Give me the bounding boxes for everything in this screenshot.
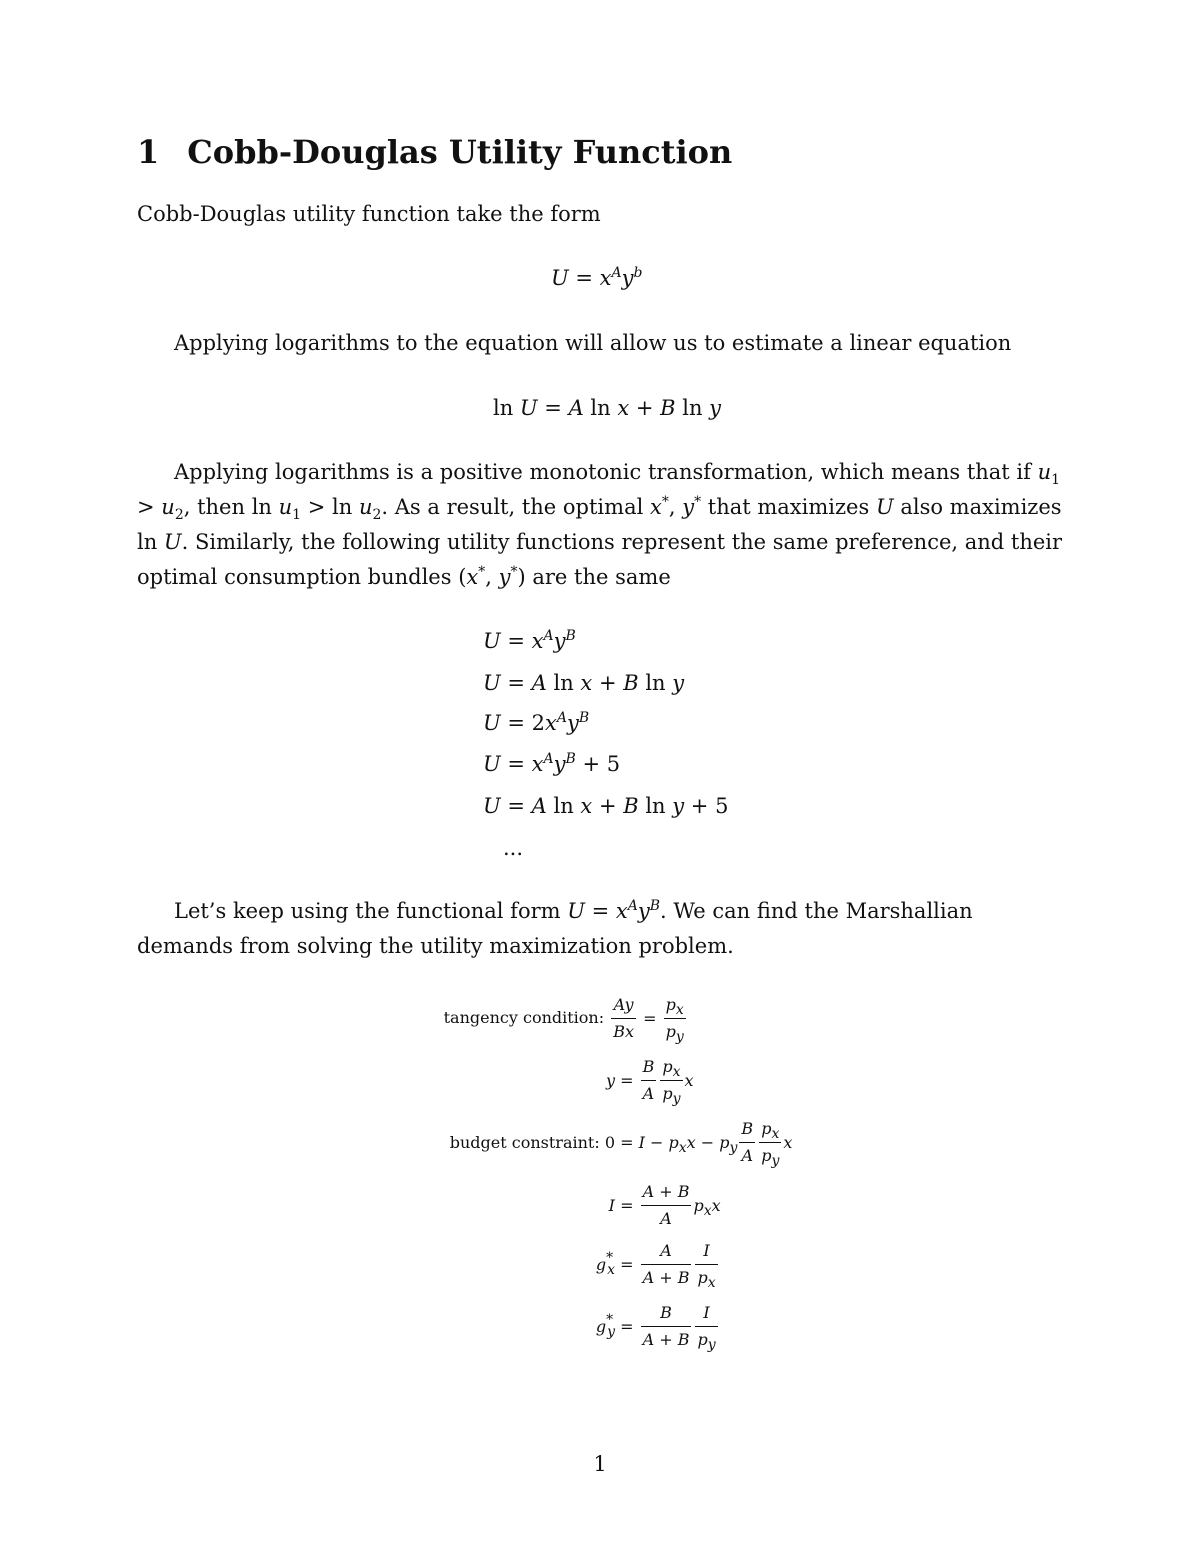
marshallian-paragraph: Let’s keep using the functional form $U = x^Ay^B$. We can find the Marshallian demands from solving the utility maximization problem. [137, 898, 973, 958]
section-heading [137, 133, 732, 171]
equation-cobb-douglas: $U = x^Ay^b$ [551, 265, 643, 290]
equivalent-utility-ellipsis: ... [503, 836, 524, 860]
equivalent-utility-5: U = A ln x + B ln y + 5 [483, 794, 729, 818]
equivalent-utility-1: $U = x^Ay^B$ [483, 628, 576, 653]
log-intro-paragraph: Applying logarithms to the equation will allow us to estimate a linear equation [174, 331, 1012, 355]
equivalent-utility-2: U = A ln x + B ln y [483, 671, 685, 695]
equivalent-utility-3: $U = 2x^Ay^B$ [483, 710, 590, 735]
monotonic-paragraph: Applying logarithms is a positive monotonic transformation, which means that if $u_1 > u_2$, then $\ln u_1 > \ln u_2$. As a result, the optimal x*, y* that maximizes U also maximizes ln U. Similarly, the following utility functions represent the same preference, and their optimal consumption bundles (x*, y*) are the same [137, 460, 1063, 589]
derivation-tangency: tangency condition: $\frac{Ay}{Bx}$ = $\frac{p_x}{p_y}$ [443, 994, 684, 1045]
intro-paragraph: Cobb-Douglas utility function take the form [137, 202, 601, 226]
derivation-income: I = $\frac{A + B}{A}$ $p_xx$ [300, 1174, 721, 1236]
section-title: Cobb-Douglas Utility Function [187, 133, 733, 171]
derivation-demand-x: $g_{*x}$ = $\frac{A}{A + B}$ $\frac{I}{p_x}$ [595, 1240, 716, 1291]
tangency-label: tangency condition: [443, 1007, 605, 1027]
equation-log-linear: ln U = A ln x + B ln y [493, 396, 722, 420]
budget-label: budget constraint: [449, 1132, 600, 1152]
equivalent-utility-4: $U = x^Ay^B + 5$ [483, 751, 621, 776]
derivation-budget: budget constraint: 0 = I − $p_xx$ − $p_y$ $\frac{B}{A}$ $\frac{p_x}{p_y}$ x [449, 1118, 793, 1169]
section-number: 1 [137, 133, 160, 171]
derivation-y-solution: y = $\frac{B}{A}$ $\frac{p_x}{p_y}$ x [605, 1056, 694, 1107]
derivation-demand-y: $g_{*y}$ = $\frac{B}{A + B}$ $\frac{I}{p_y}$ [595, 1302, 716, 1353]
page-number: 1 [593, 1452, 607, 1476]
